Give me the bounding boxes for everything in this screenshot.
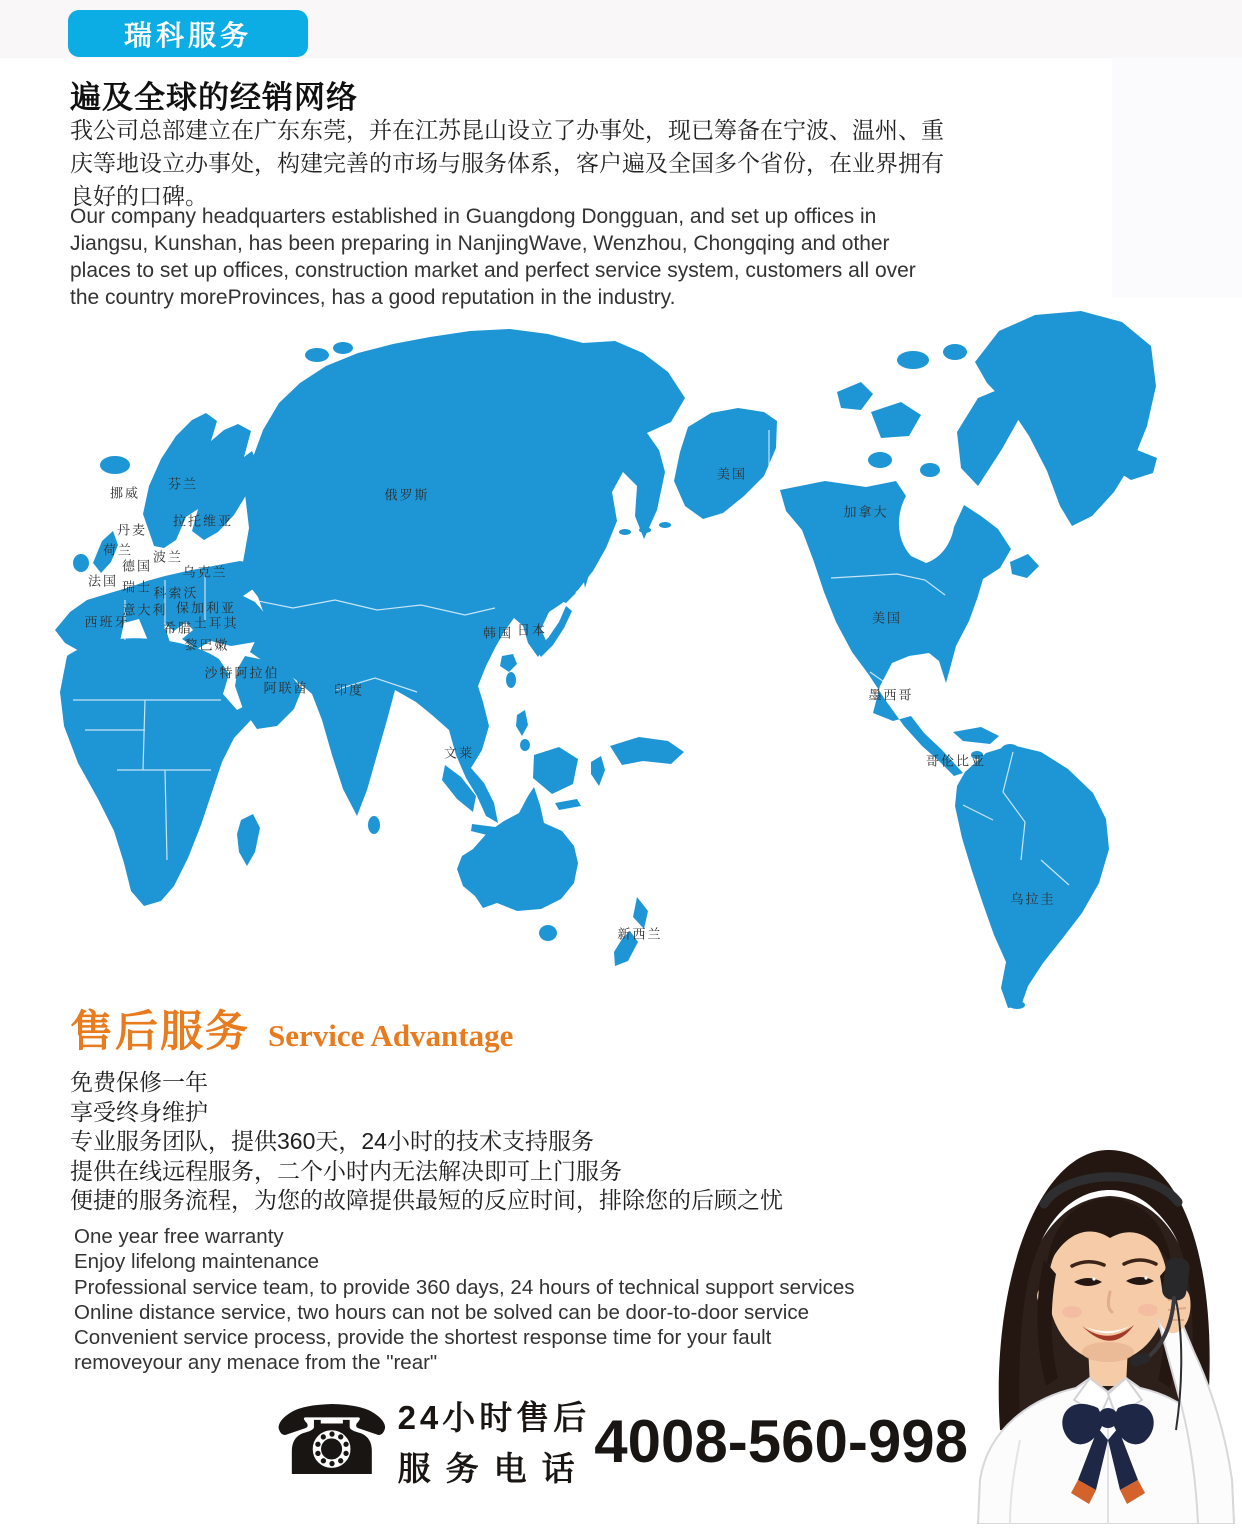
list-line: Online distance service, two hours can not be solved can be door-to-door service [74, 1300, 809, 1324]
service-title-cn: 售后服务 [70, 1009, 250, 1056]
map-label-0: 挪威 [109, 485, 141, 501]
page-right-tint [1112, 58, 1242, 298]
map-label-13: 西班牙 [84, 614, 130, 630]
map-label-5: 波兰 [152, 549, 184, 565]
map-label-22: 日本 [516, 622, 548, 638]
network-paragraph-en: Our company headquarters established in Guangdong Dongguan, and set up offices in Jiangsu, Kunshan, has been preparing in NanjingWave, Wenzhou, Chongqing and other places to set up offices, construction market and perfect service system, customers all over the country moreProvinces, has a good reputation in the industry. [70, 205, 916, 309]
hotline-caption-line2: 服务电话 [397, 1450, 590, 1487]
map-label-3: 拉托维亚 [172, 513, 234, 529]
map-label-20: 俄罗斯 [384, 487, 430, 503]
map-label-26: 加拿大 [843, 504, 889, 520]
map-label-19: 印度 [333, 682, 365, 698]
map-madagascar [237, 814, 260, 866]
service-list-cn [70, 1068, 783, 1216]
map-label-21: 韩国 [482, 625, 514, 641]
map-label-8: 法国 [87, 573, 119, 589]
map-label-25: 美国 [716, 466, 748, 482]
telephone-icon: ☎ [272, 1385, 392, 1497]
map-label-27: 美国 [871, 610, 903, 626]
map-label-11: 意大利 [122, 602, 168, 618]
hotline [272, 1385, 968, 1497]
list-line: 免费保修一年 [70, 1069, 208, 1095]
service-list-en [74, 1224, 855, 1376]
list-line: 提供在线远程服务，二个小时内无法解决即可上门服务 [70, 1157, 622, 1184]
map-label-7: 乌克兰 [182, 564, 228, 580]
map-label-29: 哥伦比亚 [925, 753, 987, 769]
map-south-america [955, 745, 1109, 1008]
support-agent-svg [960, 1140, 1242, 1524]
map-label-9: 瑞士 [121, 579, 153, 595]
map-label-17: 沙特阿拉伯 [204, 665, 280, 681]
hotline-caption [398, 1392, 591, 1490]
section-badge [68, 10, 308, 57]
map-label-4: 荷兰 [102, 542, 134, 558]
map-label-12: 保加利亚 [175, 600, 237, 616]
network-paragraph-cn: 我公司总部建立在广东东莞，并在江苏昆山设立了办事处，现已筹备在宁波、温州、重庆等地设立办事处，构建完善的市场与服务体系，客户遍及全国多个省份，在业界拥有良好的口碑。 [70, 117, 944, 209]
list-line: Enjoy lifelong maintenance [74, 1250, 320, 1274]
map-label-24: 新西兰 [617, 926, 663, 942]
list-line: 专业服务团队，提供360天，24小时的技术支持服务 [70, 1128, 594, 1154]
hotline-caption-line1: 24小时售后 [397, 1399, 591, 1436]
list-line: removeyour any menace from the "rear" [74, 1351, 438, 1375]
service-title-en: Service Advantage [268, 1018, 514, 1053]
list-line: 享受终身维护 [70, 1098, 208, 1125]
map-label-1: 芬兰 [167, 476, 199, 492]
list-line: Professional service team, to provide 360 days, 24 hours of technical support services [74, 1275, 855, 1299]
list-line: 便捷的服务流程，为您的故障提供最短的反应时间，排除您的后顾之忧 [70, 1187, 783, 1213]
map-label-2: 丹麦 [116, 522, 148, 538]
map-label-28: 墨西哥 [868, 687, 914, 703]
list-line: One year free warranty [74, 1225, 284, 1248]
map-label-15: 土耳其 [193, 615, 239, 631]
hotline-number: 4008-560-998 [594, 1407, 968, 1475]
map-label-14: 希腊 [162, 620, 194, 636]
section-badge-label: 瑞科服务 [123, 19, 252, 51]
map-label-6: 德国 [121, 558, 153, 574]
map-label-23: 文莱 [443, 745, 475, 761]
page-title: 遍及全球的经销网络 [70, 80, 358, 115]
support-agent-illustration [960, 1140, 1242, 1524]
map-label-10: 科索沃 [153, 585, 199, 601]
map-label-18: 阿联酋 [263, 680, 309, 696]
world-map [25, 300, 1215, 1010]
list-line: Convenient service process, provide the shortest response time for your fault [74, 1326, 772, 1350]
map-label-30: 乌拉圭 [1010, 891, 1056, 907]
map-label-16: 黎巴嫩 [184, 637, 230, 653]
